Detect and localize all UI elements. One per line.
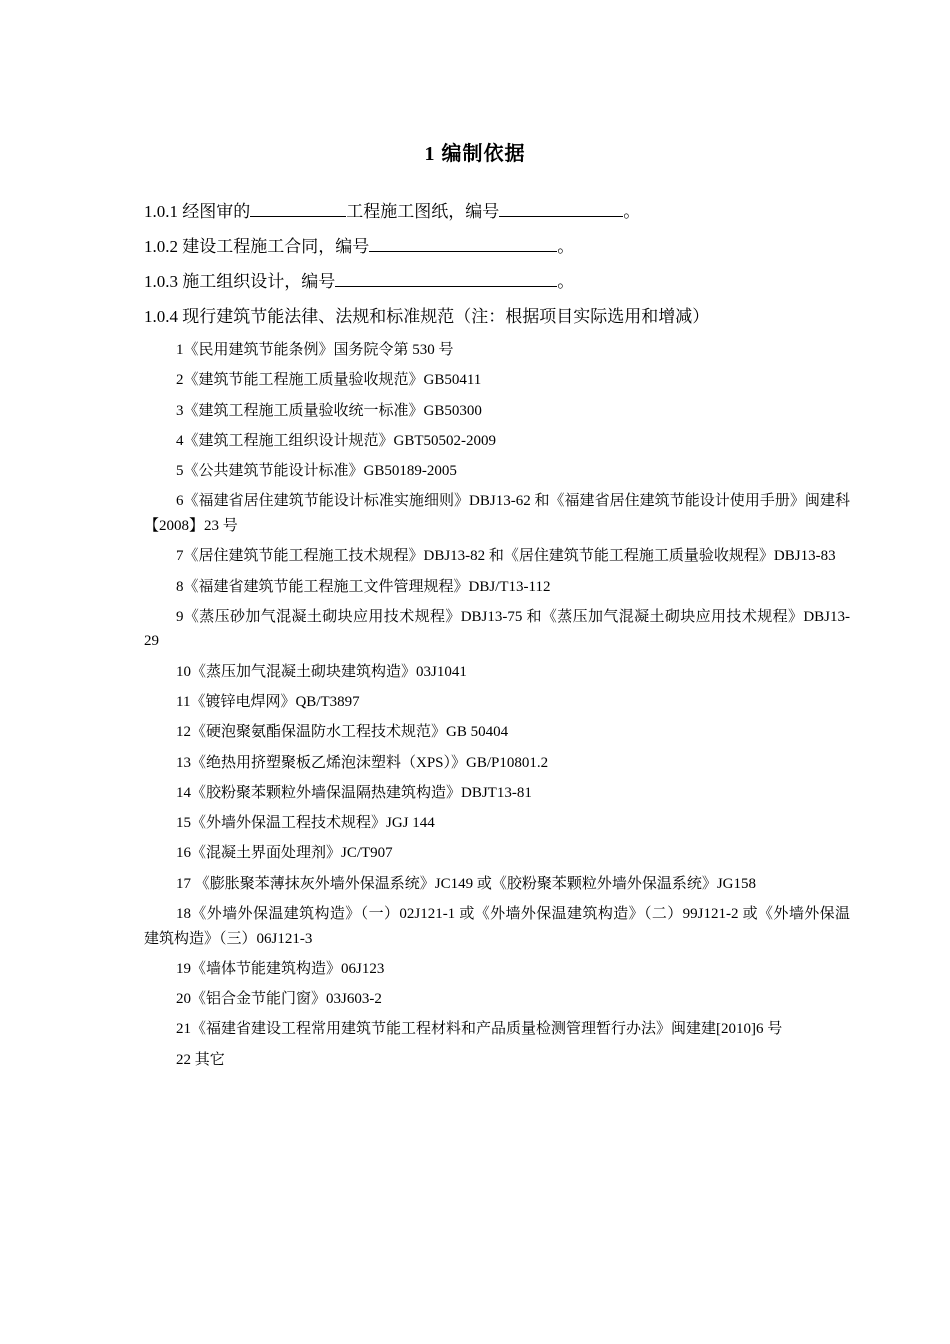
- fill-in-blank[interactable]: [250, 198, 346, 217]
- reference-item: 22 其它: [176, 1051, 225, 1068]
- reference-list: [144, 338, 850, 1078]
- fill-in-blank[interactable]: [335, 268, 557, 287]
- clause-text: 1.0.3 施工组织设计，编号: [144, 272, 336, 291]
- section-title: 1 编制依据: [424, 143, 526, 165]
- reference-item: 6《福建省居住建筑节能设计标准实施细则》DBJ13-62 和《福建省居住建筑节能设计使用手册》闽建科【2008】23 号: [144, 493, 850, 534]
- reference-item: 19《墙体节能建筑构造》06J123: [176, 960, 385, 977]
- reference-item: 3《建筑工程施工质量验收统一标准》GB50300: [176, 402, 482, 419]
- reference-item: 11《镀锌电焊网》QB/T3897: [176, 693, 360, 710]
- clause-list: [144, 198, 864, 338]
- reference-item: 2《建筑节能工程施工质量验收规范》GB50411: [176, 372, 482, 389]
- clause-1-0-4: [144, 303, 864, 338]
- reference-item: 21《福建省建设工程常用建筑节能工程材料和产品质量检测管理暂行办法》闽建建[2010]6 号: [176, 1021, 783, 1038]
- clause-1-0-2: [144, 233, 864, 268]
- reference-item: 13《绝热用挤塑聚板乙烯泡沫塑料（XPS）》GB/P10801.2: [176, 754, 549, 771]
- reference-item: 1《民用建筑节能条例》国务院令第 530 号: [176, 342, 454, 358]
- clause-text: 1.0.1 经图审的: [144, 202, 251, 221]
- reference-item: 8《福建省建筑节能工程施工文件管理规程》DBJ/T13-112: [176, 578, 551, 595]
- reference-item: 15《外墙外保温工程技术规程》JGJ 144: [176, 815, 435, 832]
- clause-1-0-3: [144, 268, 864, 303]
- reference-item: 20《铝合金节能门窗》03J603-2: [176, 991, 382, 1008]
- reference-item: 9《蒸压砂加气混凝土砌块应用技术规程》DBJ13-75 和《蒸压加气混凝土砌块应用技术规程》DBJ13-29: [144, 608, 850, 650]
- reference-item: 7《居住建筑节能工程施工技术规程》DBJ13-82 和《居住建筑节能工程施工质量验收规程》DBJ13-83: [176, 548, 836, 565]
- clause-text: 。: [557, 237, 575, 256]
- clause-text: 。: [557, 272, 575, 291]
- reference-item: 16《混凝土界面处理剂》JC/T907: [176, 845, 393, 862]
- clause-text: 1.0.4 现行建筑节能法律、法规和标准规范（注：根据项目实际选用和增减）: [144, 307, 710, 326]
- clause-text: 1.0.2 建设工程施工合同，编号: [144, 237, 370, 256]
- reference-item: 10《蒸压加气混凝土砌块建筑构造》03J1041: [176, 663, 467, 680]
- reference-item: 4《建筑工程施工组织设计规范》GBT50502-2009: [176, 432, 496, 449]
- fill-in-blank[interactable]: [369, 233, 557, 252]
- reference-item: 14《胶粉聚苯颗粒外墙保温隔热建筑构造》DBJT13-81: [176, 784, 532, 801]
- reference-item: 12《硬泡聚氨酯保温防水工程技术规范》GB 50404: [176, 724, 509, 741]
- clause-text: 。: [623, 202, 641, 221]
- reference-item: 5《公共建筑节能设计标准》GB50189-2005: [176, 463, 457, 480]
- reference-item: 17 《膨胀聚苯薄抹灰外墙外保温系统》JC149 或《胶粉聚苯颗粒外墙外保温系统》JG158: [176, 875, 757, 892]
- clause-text: 工程施工图纸，编号: [346, 202, 500, 221]
- reference-item: 18《外墙外保温建筑构造》（一）02J121-1 或《外墙外保温建筑构造》（二）99J121-2 或《外墙外保温建筑构造》（三）06J121-3: [144, 906, 850, 947]
- clause-1-0-1: [144, 198, 864, 233]
- fill-in-blank[interactable]: [499, 198, 623, 217]
